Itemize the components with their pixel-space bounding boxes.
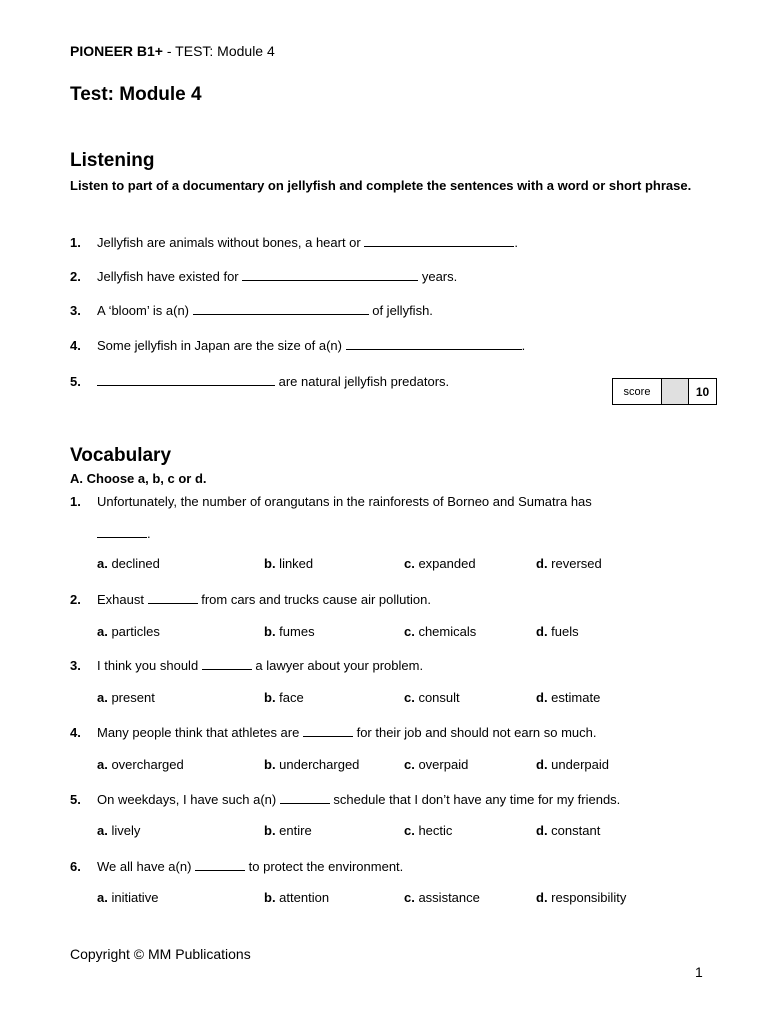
vocab-question-2 (70, 592, 431, 608)
option-d[interactable]: d. underpaid (536, 757, 610, 772)
vocab-question-1-line2 (97, 526, 151, 542)
answer-blank[interactable] (97, 526, 147, 538)
question-text: Many people think that athletes are (97, 725, 303, 740)
question-text: a lawyer about your problem. (251, 658, 424, 673)
question-number: 4. (70, 725, 81, 740)
answer-blank[interactable] (303, 725, 353, 737)
vocab-question-1 (70, 494, 592, 510)
question-text: . (521, 338, 526, 353)
question-number: 3. (70, 303, 81, 318)
running-header (70, 43, 275, 59)
option-a[interactable]: a. declined (97, 556, 160, 571)
question-number: 3. (70, 658, 81, 673)
option-c[interactable]: c. hectic (404, 823, 453, 838)
answer-blank[interactable] (280, 792, 330, 804)
question-number: 4. (70, 338, 81, 353)
question-text: schedule that I don’t have any time for my friends. (329, 792, 621, 807)
copyright: Copyright © MM Publications (70, 946, 251, 962)
option-b[interactable]: b. attention (264, 890, 330, 905)
listening-heading: Listening (70, 150, 155, 171)
question-text: I think you should (97, 658, 202, 673)
vocab-options-2 (97, 624, 697, 640)
question-text: to protect the environment. (245, 859, 404, 874)
score-input[interactable] (662, 379, 689, 404)
vocabulary-heading: Vocabulary (70, 445, 172, 466)
option-b[interactable]: b. face (264, 690, 304, 705)
question-number: 1. (70, 235, 81, 250)
question-text: are natural jellyfish predators. (275, 374, 450, 389)
vocab-options-4 (97, 757, 697, 773)
vocab-question-4 (70, 725, 597, 741)
vocab-options-6 (97, 890, 697, 906)
brand-name: PIONEER B1+ (70, 43, 163, 59)
listening-question-4 (70, 338, 525, 354)
question-text: Exhaust (97, 592, 148, 607)
option-a[interactable]: a. particles (97, 624, 160, 639)
vocab-question-5 (70, 792, 620, 808)
question-number: 2. (70, 269, 81, 284)
option-b[interactable]: b. entire (264, 823, 312, 838)
option-d[interactable]: d. responsibility (536, 890, 627, 905)
vocab-options-5 (97, 823, 697, 839)
answer-blank[interactable] (148, 592, 198, 604)
option-d[interactable]: d. reversed (536, 556, 602, 571)
question-text: . (147, 526, 151, 541)
option-a[interactable]: a. present (97, 690, 155, 705)
option-b[interactable]: b. linked (264, 556, 314, 571)
answer-blank[interactable] (195, 859, 245, 871)
question-number: 5. (70, 792, 81, 807)
question-number: 1. (70, 494, 81, 509)
option-a[interactable]: a. lively (97, 823, 141, 838)
page-title: Test: Module 4 (70, 84, 202, 105)
score-label: score (613, 379, 662, 404)
question-text: Unfortunately, the number of orangutans in the rainforests of Borneo and Sumatra has (97, 494, 592, 509)
question-text: . (514, 235, 518, 250)
header-subtitle: - TEST: Module 4 (162, 43, 275, 59)
page-number: 1 (695, 964, 703, 980)
question-text: Some jellyfish in Japan are the size of a(n) (97, 338, 346, 353)
option-c[interactable]: c. expanded (404, 556, 476, 571)
option-c[interactable]: c. assistance (404, 890, 480, 905)
answer-blank[interactable] (364, 235, 514, 247)
question-number: 5. (70, 374, 81, 389)
score-max: 10 (695, 384, 710, 399)
question-text: from cars and trucks cause air pollution. (197, 592, 431, 607)
answer-blank[interactable] (202, 658, 252, 670)
question-text: for their job and should not earn so much. (352, 725, 597, 740)
question-text: Jellyfish are animals without bones, a heart or (97, 235, 365, 250)
question-number: 6. (70, 859, 81, 874)
option-c[interactable]: c. chemicals (404, 624, 477, 639)
option-d[interactable]: d. estimate (536, 690, 601, 705)
option-d[interactable]: d. constant (536, 823, 601, 838)
vocab-options-1 (97, 556, 697, 572)
question-text: On weekdays, I have such a(n) (97, 792, 280, 807)
listening-question-5 (70, 374, 449, 390)
vocab-options-3 (97, 690, 697, 706)
listening-question-3 (70, 303, 433, 319)
answer-blank[interactable] (193, 303, 369, 315)
answer-blank[interactable] (346, 338, 522, 350)
question-text: of jellyfish. (368, 303, 433, 318)
option-d[interactable]: d. fuels (536, 624, 579, 639)
listening-instruction: Listen to part of a documentary on jellyfish and complete the sentences with a word or short phrase. (70, 178, 692, 193)
question-text: We all have a(n) (97, 859, 196, 874)
answer-blank[interactable] (97, 374, 275, 386)
answer-blank[interactable] (242, 269, 418, 281)
listening-question-2 (70, 269, 457, 285)
option-a[interactable]: a. initiative (97, 890, 159, 905)
question-text: Jellyfish have existed for (97, 269, 243, 284)
option-c[interactable]: c. overpaid (404, 757, 469, 772)
option-b[interactable]: b. undercharged (264, 757, 360, 772)
question-text: years. (418, 269, 458, 284)
option-b[interactable]: b. fumes (264, 624, 315, 639)
score-box (612, 378, 717, 405)
question-number: 2. (70, 592, 81, 607)
vocab-question-6 (70, 859, 403, 875)
question-text: A ‘bloom’ is a(n) (97, 303, 193, 318)
option-a[interactable]: a. overcharged (97, 757, 184, 772)
option-c[interactable]: c. consult (404, 690, 460, 705)
vocab-question-3 (70, 658, 423, 674)
vocabulary-instruction: A. Choose a, b, c or d. (70, 471, 207, 486)
listening-question-1 (70, 235, 518, 251)
